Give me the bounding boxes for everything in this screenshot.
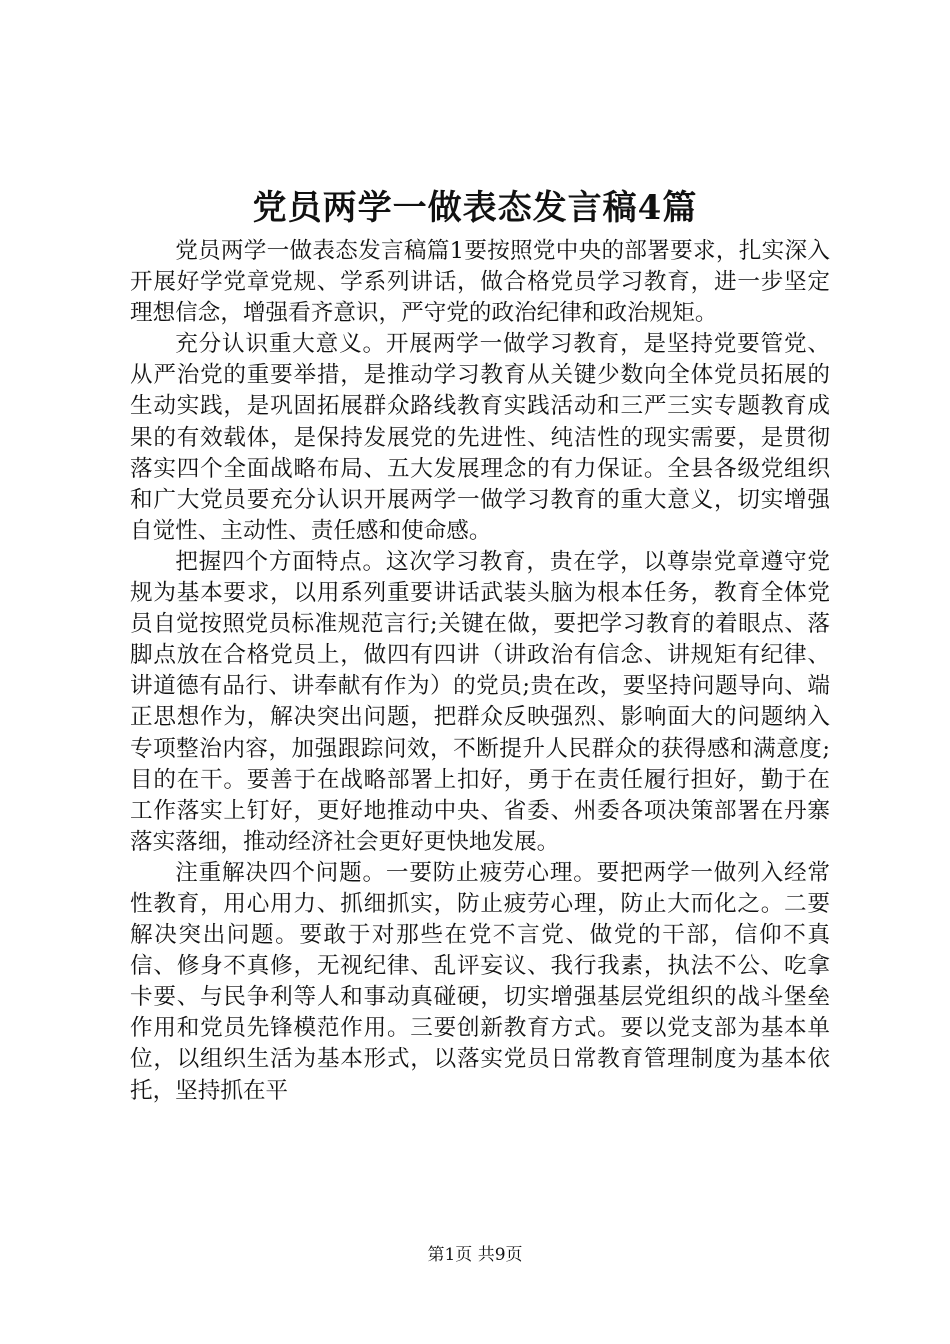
paragraph-3: 把握四个方面特点。这次学习教育，贵在学，以尊崇党章遵守党规为基本要求，以用系列重要讲话武装头脑为根本任务，教育全体党员自觉按照党员标准规范言行;关键在做，要把学习教育的着眼点、落脚点放在合格党员上，做四有四讲（讲政治有信念、讲规矩有纪律、讲道德有品行、讲奉献有作为）的党员;贵在改，要坚持问题导向、端正思想作为，解决突出问题，把群众反映强烈、影响面大的问题纳入专项整治内容，加强跟踪问效，不断提升人民群众的获得感和满意度;目的在干。要善于在战略部署上扣好，勇于在责任履行担好，勤于在工作落实上钉好，更好地推动中央、省委、州委各项决策部署在丹寨落实落细，推动经济社会更好更快地发展。 — [130, 548, 830, 855]
document-title: 党员两学一做表态发言稿4篇 — [252, 188, 698, 228]
page-footer: 第1页 共9页 — [427, 1245, 523, 1265]
paragraph-1: 党员两学一做表态发言稿篇1要按照党中央的部署要求，扎实深入开展好学党章党规、学系列讲话，做合格党员学习教育，进一步坚定理想信念，增强看齐意识，严守党的政治纪律和政治规矩。 — [130, 238, 830, 327]
paragraph-4: 注重解决四个问题。一要防止疲劳心理。要把两学一做列入经常性教育，用心用力、抓细抓实，防止疲劳心理，防止大而化之。二要解决突出问题。要敢于对那些在党不言党、做党的干部，信仰不真信、修身不真修，无视纪律、乱评妄议、我行我素，执法不公、吃拿卡要、与民争利等人和事动真碰硬，切实增强基层党组织的战斗堡垒作用和党员先锋模范作用。三要创新教育方式。要以党支部为基本单位，以组织生活为基本形式，以落实党员日常教育管理制度为基本依托，坚持抓在平 — [130, 859, 830, 1104]
document-body — [130, 236, 830, 1107]
paragraph-2: 充分认识重大意义。开展两学一做学习教育，是坚持党要管党、从严治党的重要举措，是推动学习教育从关键少数向全体党员拓展的生动实践，是巩固拓展群众路线教育实践活动和三严三实专题教育成果的有效载体，是保持发展党的先进性、纯洁性的现实需要，是贯彻落实四个全面战略布局、五大发展理念的有力保证。全县各级党组织和广大党员要充分认识开展两学一做学习教育的重大意义，切实增强自觉性、主动性、责任感和使命感。 — [130, 331, 830, 544]
